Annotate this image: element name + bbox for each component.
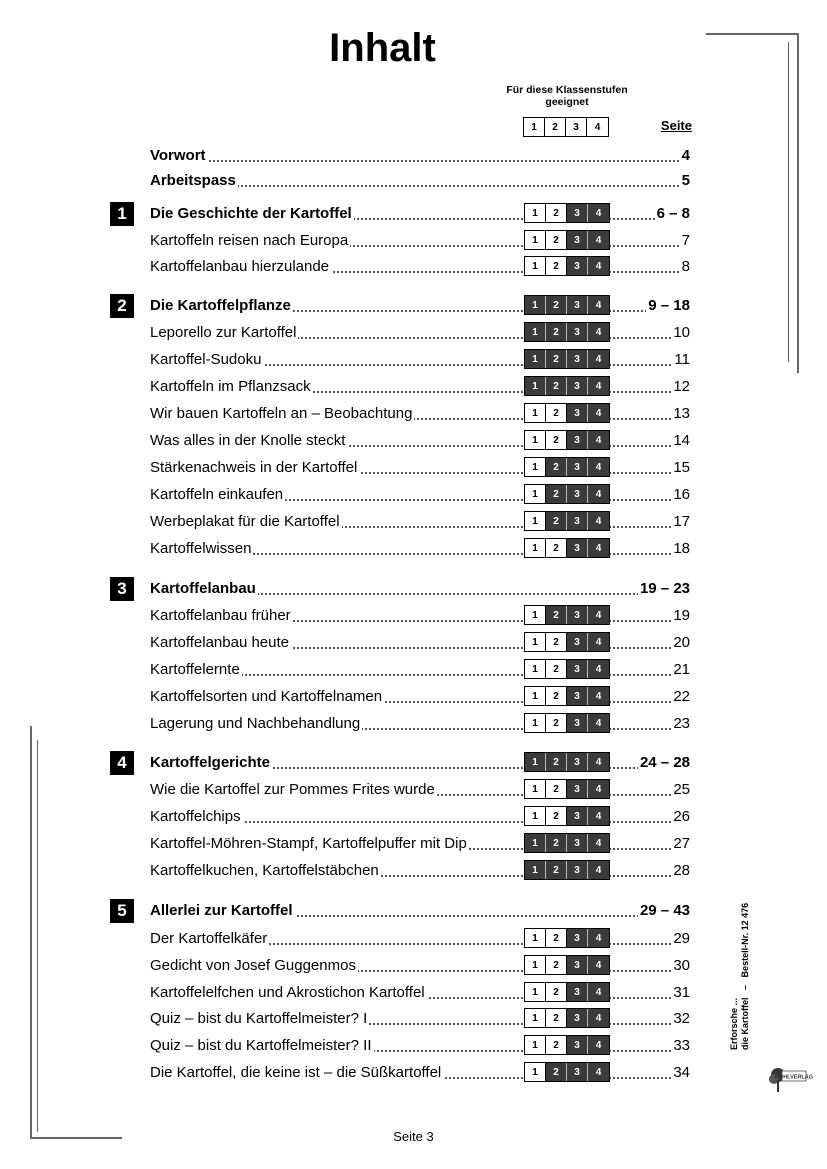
toc-entry-title: Allerlei zur Kartoffel [150, 902, 293, 919]
level-box: 2 [546, 1036, 567, 1054]
toc-entry-title: Quiz – bist du Kartoffelmeister? I [150, 1010, 368, 1027]
level-box: 4 [588, 807, 609, 825]
level-box: 1 [525, 660, 546, 678]
level-box: 3 [567, 485, 588, 503]
level-box: 1 [525, 204, 546, 222]
toc-entry-title: Kartoffeln reisen nach Europa [150, 232, 349, 249]
level-indicator [524, 860, 610, 880]
toc-page-number: 22 [673, 688, 690, 705]
toc-entry-title: Leporello zur Kartoffel [150, 324, 297, 341]
level-box: 2 [546, 861, 567, 879]
level-box: 3 [567, 660, 588, 678]
toc-page-number: 7 [681, 232, 690, 249]
level-box: 4 [588, 350, 609, 368]
toc-row [150, 256, 690, 278]
toc-page-number: 16 [673, 486, 690, 503]
toc-entry-title: Kartoffelelfchen und Akrostichon Kartoffel [150, 984, 425, 1001]
toc-row [150, 806, 690, 828]
toc-row [150, 511, 690, 533]
level-box: 4 [588, 956, 609, 974]
level-indicator [524, 256, 610, 276]
level-box: 2 [546, 983, 567, 1001]
toc-row [150, 457, 690, 479]
toc-page-number: 20 [673, 634, 690, 651]
toc-entry-title: Kartoffel-Sudoku [150, 351, 262, 368]
toc-page-number: 14 [673, 432, 690, 449]
frame-line-right-outer [797, 33, 799, 373]
toc-page-number: 23 [673, 715, 690, 732]
level-box: 3 [567, 929, 588, 947]
level-box: 3 [567, 714, 588, 732]
order-number: Bestell-Nr. 12 476 [740, 902, 750, 978]
level-box: 4 [588, 1009, 609, 1027]
level-box: 1 [525, 633, 546, 651]
level-box: 3 [567, 1063, 588, 1081]
toc-row [150, 982, 690, 1004]
level-indicator [524, 605, 610, 625]
level-box: 2 [546, 687, 567, 705]
level-box: 1 [525, 350, 546, 368]
level-box: 4 [588, 377, 609, 395]
toc-row [150, 860, 690, 882]
toc-entry-title: Lagerung und Nachbehandlung [150, 715, 361, 732]
frame-line-left-inner [37, 740, 38, 1132]
toc-page-number: 15 [673, 459, 690, 476]
toc-page-number: 6 – 8 [656, 205, 690, 222]
level-box: 1 [525, 956, 546, 974]
level-box: 2 [546, 956, 567, 974]
level-box: 2 [546, 485, 567, 503]
level-box: 1 [525, 404, 546, 422]
toc-row [150, 349, 690, 371]
level-box: 3 [567, 257, 588, 275]
toc-entry-title: Kartoffelwissen [150, 540, 252, 557]
toc-page-number: 24 – 28 [639, 754, 690, 771]
toc-row [150, 1035, 690, 1057]
toc-row [150, 779, 690, 801]
level-indicator [524, 1035, 610, 1055]
toc-entry-title: Gedicht von Josef Guggenmos [150, 957, 356, 974]
toc-entry-title: Die Kartoffel, die keine ist – die Süßkartoffel [150, 1064, 442, 1081]
toc-row [150, 230, 690, 252]
toc-row [150, 686, 690, 708]
level-box: 3 [567, 296, 588, 314]
suitable-label: Für diese Klassenstufen geeignet [506, 84, 628, 108]
toc-page-number: 19 – 23 [639, 580, 690, 597]
level-box: 3 [567, 780, 588, 798]
level-box: 4 [588, 539, 609, 557]
level-indicator [524, 713, 610, 733]
level-box: 1 [525, 512, 546, 530]
toc-row [150, 605, 690, 627]
toc-entry-title: Kartoffelkuchen, Kartoffelstäbchen [150, 862, 379, 879]
toc-page-number: 29 – 43 [639, 902, 690, 919]
level-box: 2 [546, 458, 567, 476]
toc-row [150, 322, 690, 344]
toc-row [150, 538, 690, 560]
level-box: 1 [525, 485, 546, 503]
level-box: 4 [588, 296, 609, 314]
level-indicator [524, 779, 610, 799]
level-box: 3 [567, 512, 588, 530]
level-box: 3 [567, 861, 588, 879]
level-box: 1 [525, 539, 546, 557]
level-box: 2 [546, 1009, 567, 1027]
level-indicator [524, 376, 610, 396]
level-box: 3 [567, 204, 588, 222]
toc-row [150, 1062, 690, 1084]
level-box: 1 [525, 807, 546, 825]
toc-entry-title: Stärkenachweis in der Kartoffel [150, 459, 358, 476]
level-box: 4 [588, 485, 609, 503]
toc-entry-title: Kartoffelernte [150, 661, 240, 678]
toc-entry-title: Kartoffelanbau früher [150, 607, 291, 624]
level-box: 1 [525, 606, 546, 624]
toc-page-number: 5 [681, 172, 690, 189]
level-box: 2 [545, 118, 566, 136]
toc-page-number: 25 [673, 781, 690, 798]
toc-row [150, 170, 690, 192]
level-box: 2 [546, 633, 567, 651]
level-box: 1 [525, 458, 546, 476]
level-box: 2 [546, 539, 567, 557]
level-box: 1 [525, 780, 546, 798]
toc-entry-title: Kartoffelsorten und Kartoffelnamen [150, 688, 383, 705]
toc-entry-title: Kartoffelanbau [150, 580, 256, 597]
level-box: 4 [588, 323, 609, 341]
toc-page-number: 12 [673, 378, 690, 395]
toc-row [150, 203, 690, 225]
level-box: 4 [588, 1063, 609, 1081]
level-box: 3 [567, 377, 588, 395]
toc-page-number: 13 [673, 405, 690, 422]
level-box: 1 [525, 714, 546, 732]
level-box: 4 [588, 204, 609, 222]
level-box: 3 [567, 834, 588, 852]
level-indicator [524, 1062, 610, 1082]
level-indicator [524, 982, 610, 1002]
level-box: 3 [567, 1036, 588, 1054]
level-box: 3 [567, 458, 588, 476]
toc-page-number: 4 [681, 147, 690, 164]
level-box: 3 [566, 118, 587, 136]
level-box: 2 [546, 377, 567, 395]
level-indicator [524, 349, 610, 369]
level-box: 4 [588, 231, 609, 249]
toc-page-number: 19 [673, 607, 690, 624]
publisher-name: KOHLVERLAG [774, 1074, 814, 1081]
level-box: 3 [567, 753, 588, 771]
toc-entry-title: Kartoffeln einkaufen [150, 486, 284, 503]
level-box: 2 [546, 404, 567, 422]
toc-row [150, 578, 690, 600]
dot-leader [150, 160, 690, 162]
level-box: 2 [546, 512, 567, 530]
level-indicator [524, 295, 610, 315]
tree-logo-icon [766, 1063, 814, 1093]
level-box: 4 [588, 431, 609, 449]
toc-entry-title: Vorwort [150, 147, 206, 164]
level-box: 1 [525, 257, 546, 275]
level-box: 3 [567, 807, 588, 825]
level-box: 4 [588, 753, 609, 771]
toc-entry-title: Kartoffel-Möhren-Stampf, Kartoffelpuffer mit Dip [150, 835, 467, 852]
level-box: 4 [588, 714, 609, 732]
toc-entry-title: Kartoffelgerichte [150, 754, 271, 771]
level-indicator [524, 659, 610, 679]
publisher-logo [766, 1063, 814, 1093]
toc-page-number: 10 [673, 324, 690, 341]
level-box: 2 [546, 257, 567, 275]
level-box: 1 [525, 1063, 546, 1081]
level-indicator [524, 752, 610, 772]
level-indicator [524, 806, 610, 826]
level-box: 1 [524, 118, 545, 136]
level-box: 1 [525, 687, 546, 705]
level-box: 4 [588, 1036, 609, 1054]
frame-line-bottom-left [30, 1137, 122, 1139]
level-box: 4 [587, 118, 608, 136]
level-box: 1 [525, 834, 546, 852]
level-box: 1 [525, 296, 546, 314]
level-indicator [524, 1008, 610, 1028]
side-dash: – [740, 984, 750, 990]
level-box: 3 [567, 404, 588, 422]
toc-page-number: 27 [673, 835, 690, 852]
toc-entry-title: Die Geschichte der Kartoffel [150, 205, 352, 222]
level-box: 1 [525, 753, 546, 771]
level-indicator [524, 203, 610, 223]
level-indicator [524, 511, 610, 531]
toc-row [150, 752, 690, 774]
toc-entry-title: Kartoffelanbau hierzulande [150, 258, 330, 275]
toc-entry-title: Der Kartoffelkäfer [150, 930, 268, 947]
frame-line-right-inner [788, 42, 789, 362]
level-indicator [524, 955, 610, 975]
toc-page-number: 21 [673, 661, 690, 678]
toc-entry-title: Kartoffeln im Pflanzsack [150, 378, 311, 395]
toc-row [150, 295, 690, 317]
level-box: 2 [546, 929, 567, 947]
level-box: 4 [588, 687, 609, 705]
toc-page-number: 30 [673, 957, 690, 974]
level-box: 1 [525, 323, 546, 341]
level-indicator [524, 230, 610, 250]
level-box: 4 [588, 983, 609, 1001]
toc-row [150, 833, 690, 855]
level-box: 2 [546, 780, 567, 798]
level-box: 4 [588, 458, 609, 476]
level-indicator [524, 686, 610, 706]
toc-entry-title: Wie die Kartoffel zur Pommes Frites wurde [150, 781, 435, 798]
toc-entry-title: Kartoffelanbau heute [150, 634, 290, 651]
level-box: 4 [588, 512, 609, 530]
toc-page-number: 28 [673, 862, 690, 879]
level-box: 3 [567, 1009, 588, 1027]
toc-page-number: 31 [673, 984, 690, 1001]
level-box: 3 [567, 956, 588, 974]
level-box: 2 [546, 431, 567, 449]
level-legend [523, 117, 609, 137]
level-box: 4 [588, 929, 609, 947]
level-box: 4 [588, 861, 609, 879]
level-box: 1 [525, 231, 546, 249]
level-box: 1 [525, 431, 546, 449]
side-title-line1: Erforsche ... [729, 997, 739, 1050]
level-box: 2 [546, 1063, 567, 1081]
toc-page-number: 32 [673, 1010, 690, 1027]
toc-row [150, 632, 690, 654]
page-footer: Seite 3 [393, 1129, 434, 1144]
toc-page-number: 17 [673, 513, 690, 530]
side-title-line2: die Kartoffel [740, 997, 750, 1050]
toc-entry-title: Kartoffelchips [150, 808, 241, 825]
level-indicator [524, 484, 610, 504]
level-box: 3 [567, 323, 588, 341]
toc-row [150, 376, 690, 398]
level-box: 3 [567, 633, 588, 651]
page-title: Inhalt [329, 26, 436, 70]
toc-page-number: 29 [673, 930, 690, 947]
level-box: 3 [567, 350, 588, 368]
level-box: 4 [588, 834, 609, 852]
toc-entry-title: Die Kartoffelpflanze [150, 297, 291, 314]
level-box: 1 [525, 1036, 546, 1054]
toc-row [150, 659, 690, 681]
level-indicator [524, 538, 610, 558]
level-box: 2 [546, 714, 567, 732]
level-box: 2 [546, 231, 567, 249]
level-box: 3 [567, 539, 588, 557]
level-box: 4 [588, 660, 609, 678]
toc-page-number: 26 [673, 808, 690, 825]
level-box: 1 [525, 983, 546, 1001]
level-indicator [524, 322, 610, 342]
frame-line-left-outer [30, 726, 32, 1138]
level-box: 2 [546, 660, 567, 678]
toc-row [150, 955, 690, 977]
frame-line-top-right [706, 33, 798, 35]
level-box: 4 [588, 257, 609, 275]
level-box: 4 [588, 633, 609, 651]
toc-row [150, 900, 690, 922]
page-column-header: Seite [660, 118, 692, 133]
toc-row [150, 403, 690, 425]
level-box: 4 [588, 780, 609, 798]
level-box: 3 [567, 431, 588, 449]
level-box: 3 [567, 606, 588, 624]
level-box: 2 [546, 296, 567, 314]
level-indicator [524, 403, 610, 423]
toc-page-number: 18 [673, 540, 690, 557]
level-box: 2 [546, 606, 567, 624]
level-box: 2 [546, 204, 567, 222]
level-box: 2 [546, 753, 567, 771]
side-imprint [729, 850, 755, 1050]
toc-entry-title: Werbeplakat für die Kartoffel [150, 513, 340, 530]
toc-entry-title: Arbeitspass [150, 172, 236, 189]
toc-page-number: 9 – 18 [648, 297, 690, 314]
toc-row [150, 713, 690, 735]
level-box: 3 [567, 983, 588, 1001]
toc-row [150, 1008, 690, 1030]
toc-entry-title: Quiz – bist du Kartoffelmeister? II [150, 1037, 372, 1054]
level-indicator [524, 457, 610, 477]
level-box: 4 [588, 606, 609, 624]
toc-entry-title: Wir bauen Kartoffeln an – Beobachtung [150, 405, 413, 422]
level-indicator [524, 833, 610, 853]
toc-row [150, 430, 690, 452]
level-indicator [524, 632, 610, 652]
level-indicator [524, 928, 610, 948]
chapter-number-badge: 2 [110, 294, 134, 318]
toc-page-number: 34 [673, 1064, 690, 1081]
level-box: 2 [546, 834, 567, 852]
toc-page-number: 11 [674, 351, 690, 368]
level-box: 1 [525, 929, 546, 947]
level-box: 3 [567, 231, 588, 249]
level-box: 2 [546, 807, 567, 825]
toc-row [150, 484, 690, 506]
toc-entry-title: Was alles in der Knolle steckt [150, 432, 346, 449]
level-box: 2 [546, 350, 567, 368]
chapter-number-badge: 4 [110, 751, 134, 775]
toc-page-number: 8 [681, 258, 690, 275]
chapter-number-badge: 1 [110, 202, 134, 226]
toc-row [150, 145, 690, 167]
level-box: 2 [546, 323, 567, 341]
level-indicator [524, 430, 610, 450]
level-box: 1 [525, 377, 546, 395]
chapter-number-badge: 3 [110, 577, 134, 601]
level-box: 1 [525, 1009, 546, 1027]
toc-row [150, 928, 690, 950]
level-box: 1 [525, 861, 546, 879]
level-box: 4 [588, 404, 609, 422]
level-box: 3 [567, 687, 588, 705]
toc-page-number: 33 [673, 1037, 690, 1054]
chapter-number-badge: 5 [110, 899, 134, 923]
